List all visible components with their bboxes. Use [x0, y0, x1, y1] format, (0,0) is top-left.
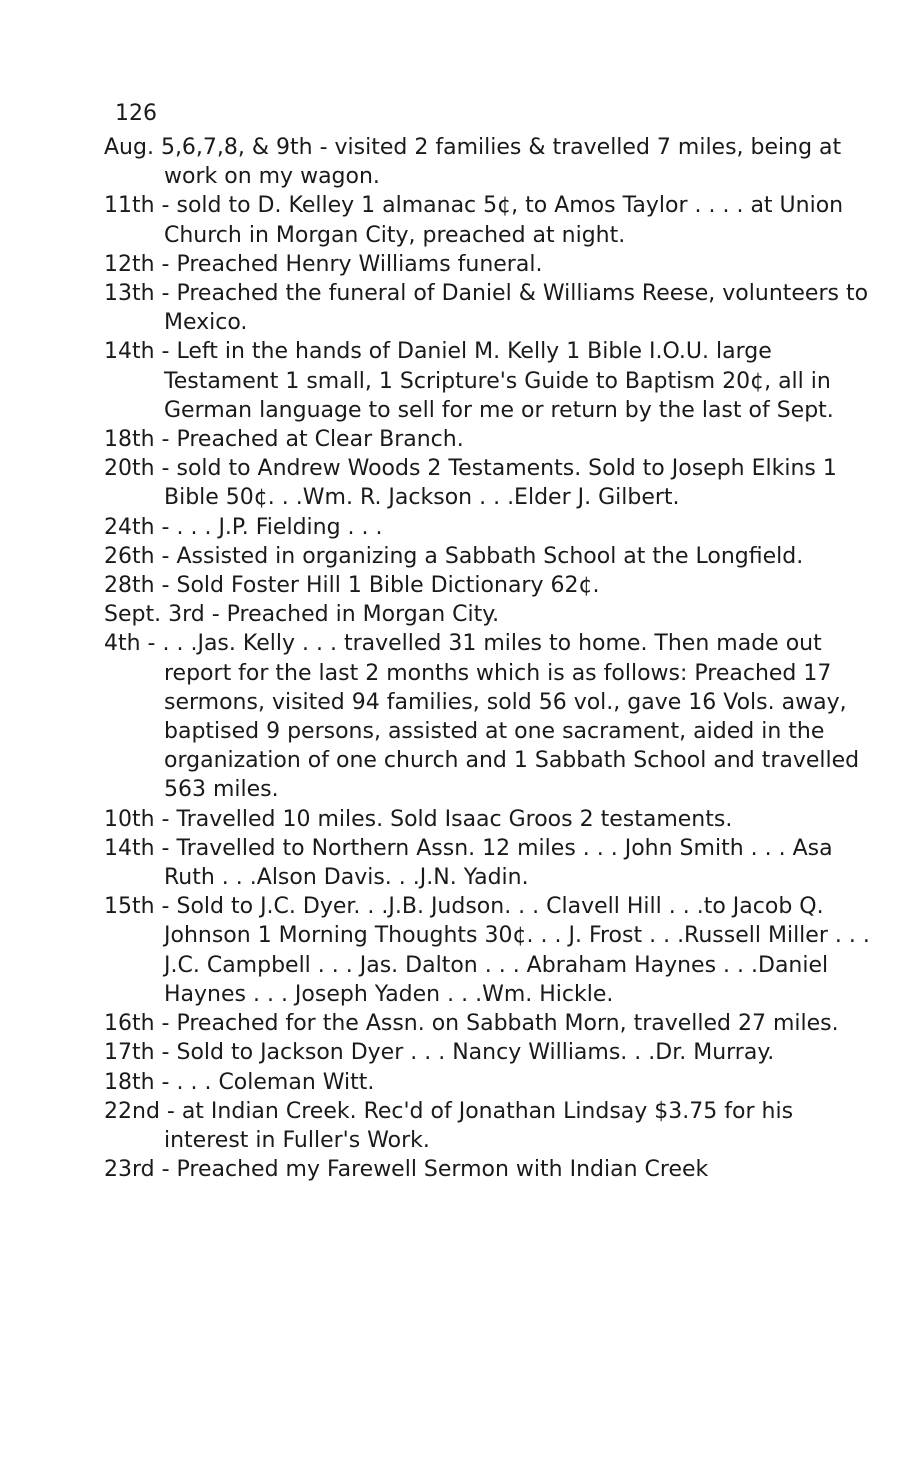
diary-entry: 14th - Left in the hands of Daniel M. Kelly 1 Bible I.O.U. large Testament 1 small, 1 Scripture's Guide to Baptism 20¢, all in German language to sell for me or return by the last of Sept. [104, 339, 834, 423]
diary-entry: 17th - Sold to Jackson Dyer . . . Nancy Williams. . .Dr. Murray. [104, 1040, 775, 1066]
diary-entry: Aug. 5,6,7,8, & 9th - visited 2 families & travelled 7 miles, being at work on my wagon. [104, 135, 842, 190]
diary-entry: 20th - sold to Andrew Woods 2 Testaments. Sold to Joseph Elkins 1 Bible 50¢. . .Wm. R. Jackson . . .Elder J. Gilbert. [104, 456, 837, 511]
diary-entry: 22nd - at Indian Creek. Rec'd of Jonathan Lindsay $3.75 for his interest in Fuller's Work. [104, 1098, 794, 1153]
diary-entry: 24th - . . . J.P. Fielding . . . [104, 514, 383, 540]
diary-entry: 15th - Sold to J.C. Dyer. . .J.B. Judson. . . Clavell Hill . . .to Jacob Q. Johnson 1 Morning Thoughts 30¢. . . J. Frost . . .Russell Miller . . . J.C. Campbell . . . Jas. Dalton . . . Abraham Haynes . . .Daniel Haynes . . . Joseph Yaden . . .Wm. Hickle. [104, 894, 870, 1007]
diary-entry: 16th - Preached for the Assn. on Sabbath Morn, travelled 27 miles. [104, 1011, 839, 1037]
diary-entry: 10th - Travelled 10 miles. Sold Isaac Groos 2 testaments. [104, 806, 733, 832]
diary-entry: 18th - Preached at Clear Branch. [104, 427, 464, 453]
diary-entry: 23rd - Preached my Farewell Sermon with Indian Creek [104, 1157, 709, 1183]
diary-entry: 4th - . . .Jas. Kelly . . . travelled 31 miles to home. Then made out report for the last 2 months which is as follows: Preached 17 sermons, visited 94 families, sold 56 vol., gave 16 Vols. away, baptised 9 persons, assisted at one sacrament, aided in the organization of one church and 1 Sabbath School and travelled 563 miles. [104, 631, 860, 803]
diary-entry: 12th - Preached Henry Williams funeral. [104, 251, 543, 277]
page-number: 126 [115, 101, 157, 126]
diary-entry: Sept. 3rd - Preached in Morgan City. [104, 602, 500, 628]
diary-entry: 26th - Assisted in organizing a Sabbath School at the Longfield. [104, 543, 804, 569]
diary-entry: 14th - Travelled to Northern Assn. 12 miles . . . John Smith . . . Asa Ruth . . .Alson Davis. . .J.N. Yadin. [104, 835, 833, 891]
diary-entry: 11th - sold to D. Kelley 1 almanac 5¢, to Amos Taylor . . . . at Union Church in Morgan City, preached at night. [104, 193, 844, 248]
diary-entries [104, 133, 884, 1184]
diary-entry: 13th - Preached the funeral of Daniel & Williams Reese, volunteers to Mexico. [104, 281, 869, 336]
diary-entry: 18th - . . . Coleman Witt. [104, 1069, 375, 1095]
diary-entry: 28th - Sold Foster Hill 1 Bible Dictionary 62¢. [104, 573, 600, 599]
